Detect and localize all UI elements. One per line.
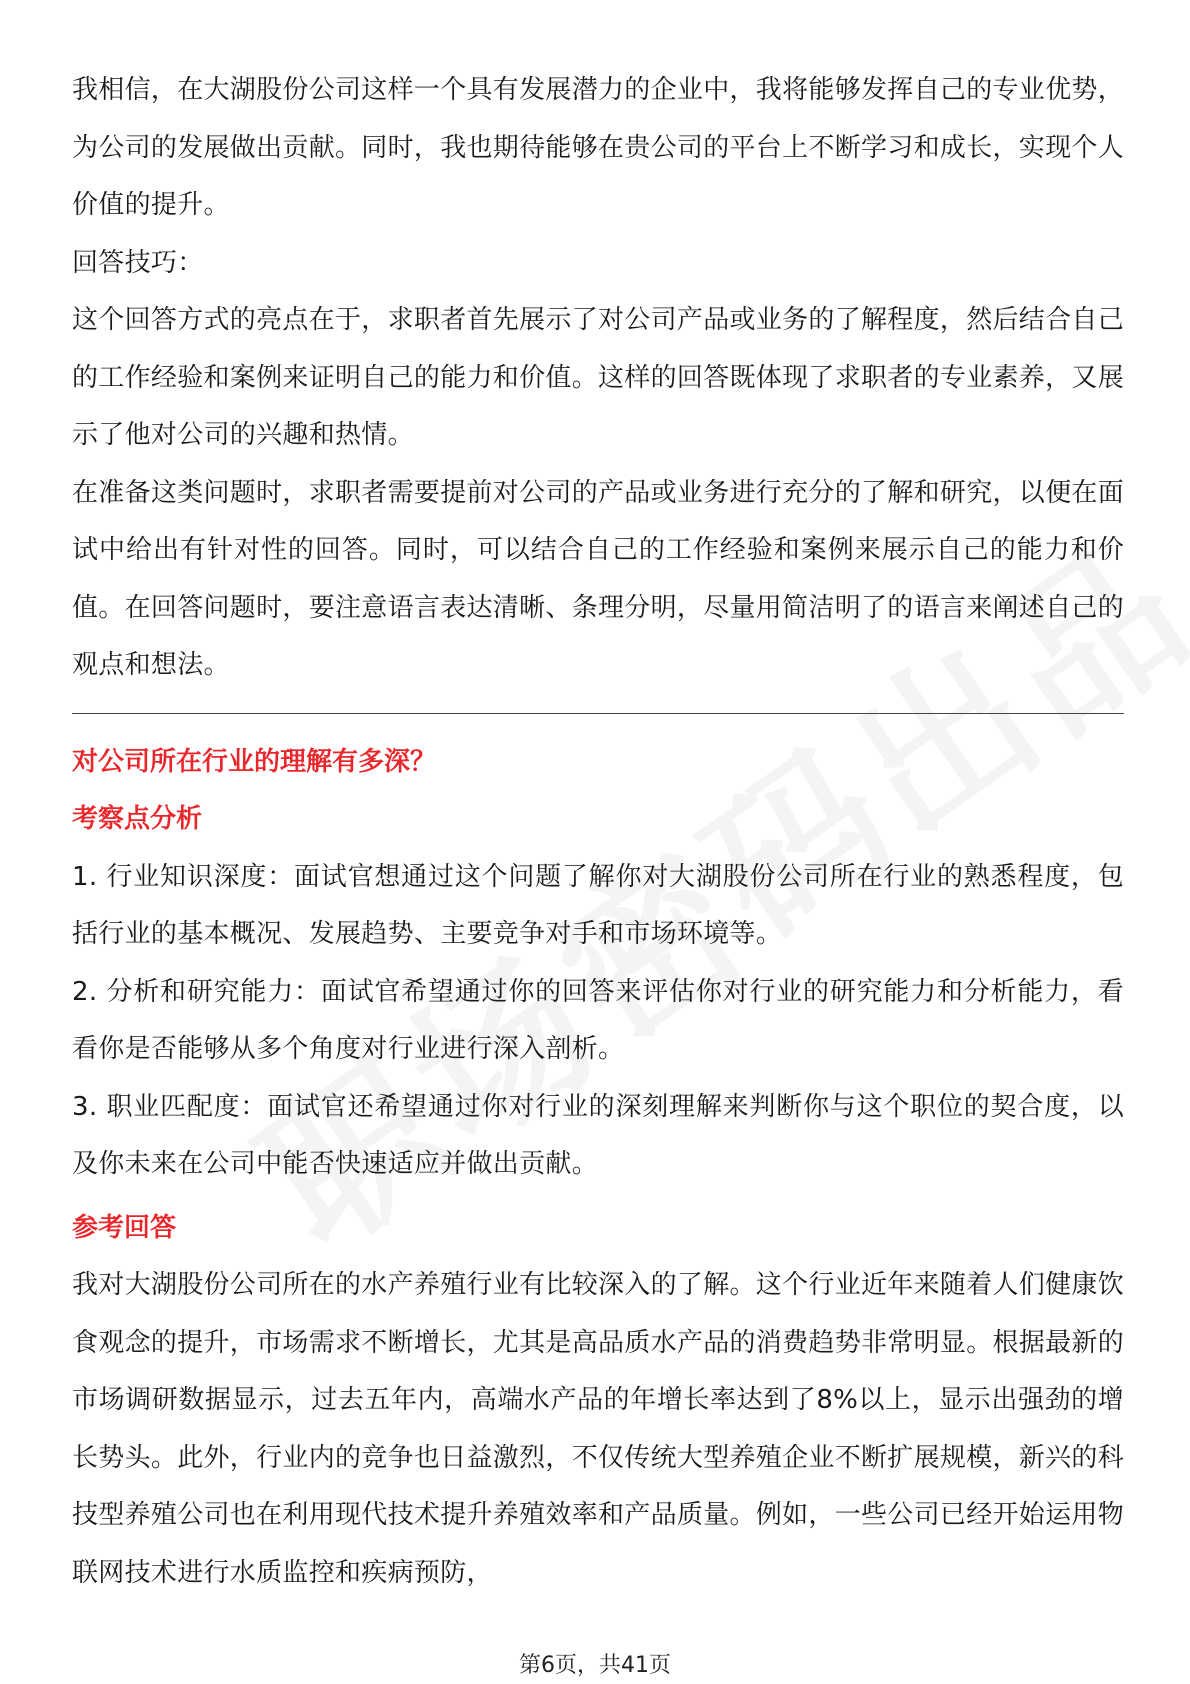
answer-heading: 参考回答 [72,1212,177,1243]
tips-paragraph: 这个回答方式的亮点在于，求职者首先展示了对公司产品或业务的了解程度，然后结合自己的工作经验和案例来证明自己的能力和价值。这样的回答既体现了求职者的专业素养，又展示了他对公司的兴趣和热情。 [72,305,1125,450]
analysis-item: 3. 职业匹配度：面试官还希望通过你对行业的深刻理解来判断你与这个职位的契合度，以及你未来在公司中能否快速适应并做出贡献。 [72,1091,1124,1179]
tips-label: 回答技巧： [72,247,204,278]
page-content [72,62,1124,1602]
analysis-heading: 考察点分析 [72,804,203,834]
tips-paragraph: 在准备这类问题时，求职者需要提前对公司的产品或业务进行充分的了解和研究，以便在面试中给出有针对性的回答。同时，可以结合自己的工作经验和案例来展示自己的能力和价值。在回答问题时，要注意语言表达清晰、条理分明，尽量用简洁明了的语言来阐述自己的观点和想法。 [72,477,1125,680]
analysis-item: 1. 行业知识深度：面试官想通过这个问题了解你对大湖股份公司所在行业的熟悉程度，包括行业的基本概况、发展趋势、主要竞争对手和市场环境等。 [72,861,1124,949]
page-footer: 第6页，共41页 [519,1653,671,1678]
section-divider [72,713,1124,714]
question-title: 对公司所在行业的理解有多深？ [72,746,437,777]
answer-paragraph: 我对大湖股份公司所在的水产养殖行业有比较深入的了解。这个行业近年来随着人们健康饮食观念的提升，市场需求不断增长，尤其是高品质水产品的消费趋势非常明显。根据最新的市场调研数据显示，过去五年内，高端水产品的年增长率达到了8%以上，显示出强劲的增长势头。此外，行业内的竞争也日益激烈，不仅传统大型养殖企业不断扩展规模，新兴的科技型养殖公司也在利用现代技术提升养殖效率和产品质量。例如，一些公司已经开始运用物联网技术进行水质监控和疾病预防， [72,1270,1125,1588]
intro-paragraph: 我相信，在大湖股份公司这样一个具有发展潜力的企业中，我将能够发挥自己的专业优势，为公司的发展做出贡献。同时，我也期待能够在贵公司的平台上不断学习和成长，实现个人价值的提升。 [72,75,1125,220]
analysis-item: 2. 分析和研究能力：面试官希望通过你的回答来评估你对行业的研究能力和分析能力，看看你是否能够从多个角度对行业进行深入剖析。 [72,976,1124,1064]
